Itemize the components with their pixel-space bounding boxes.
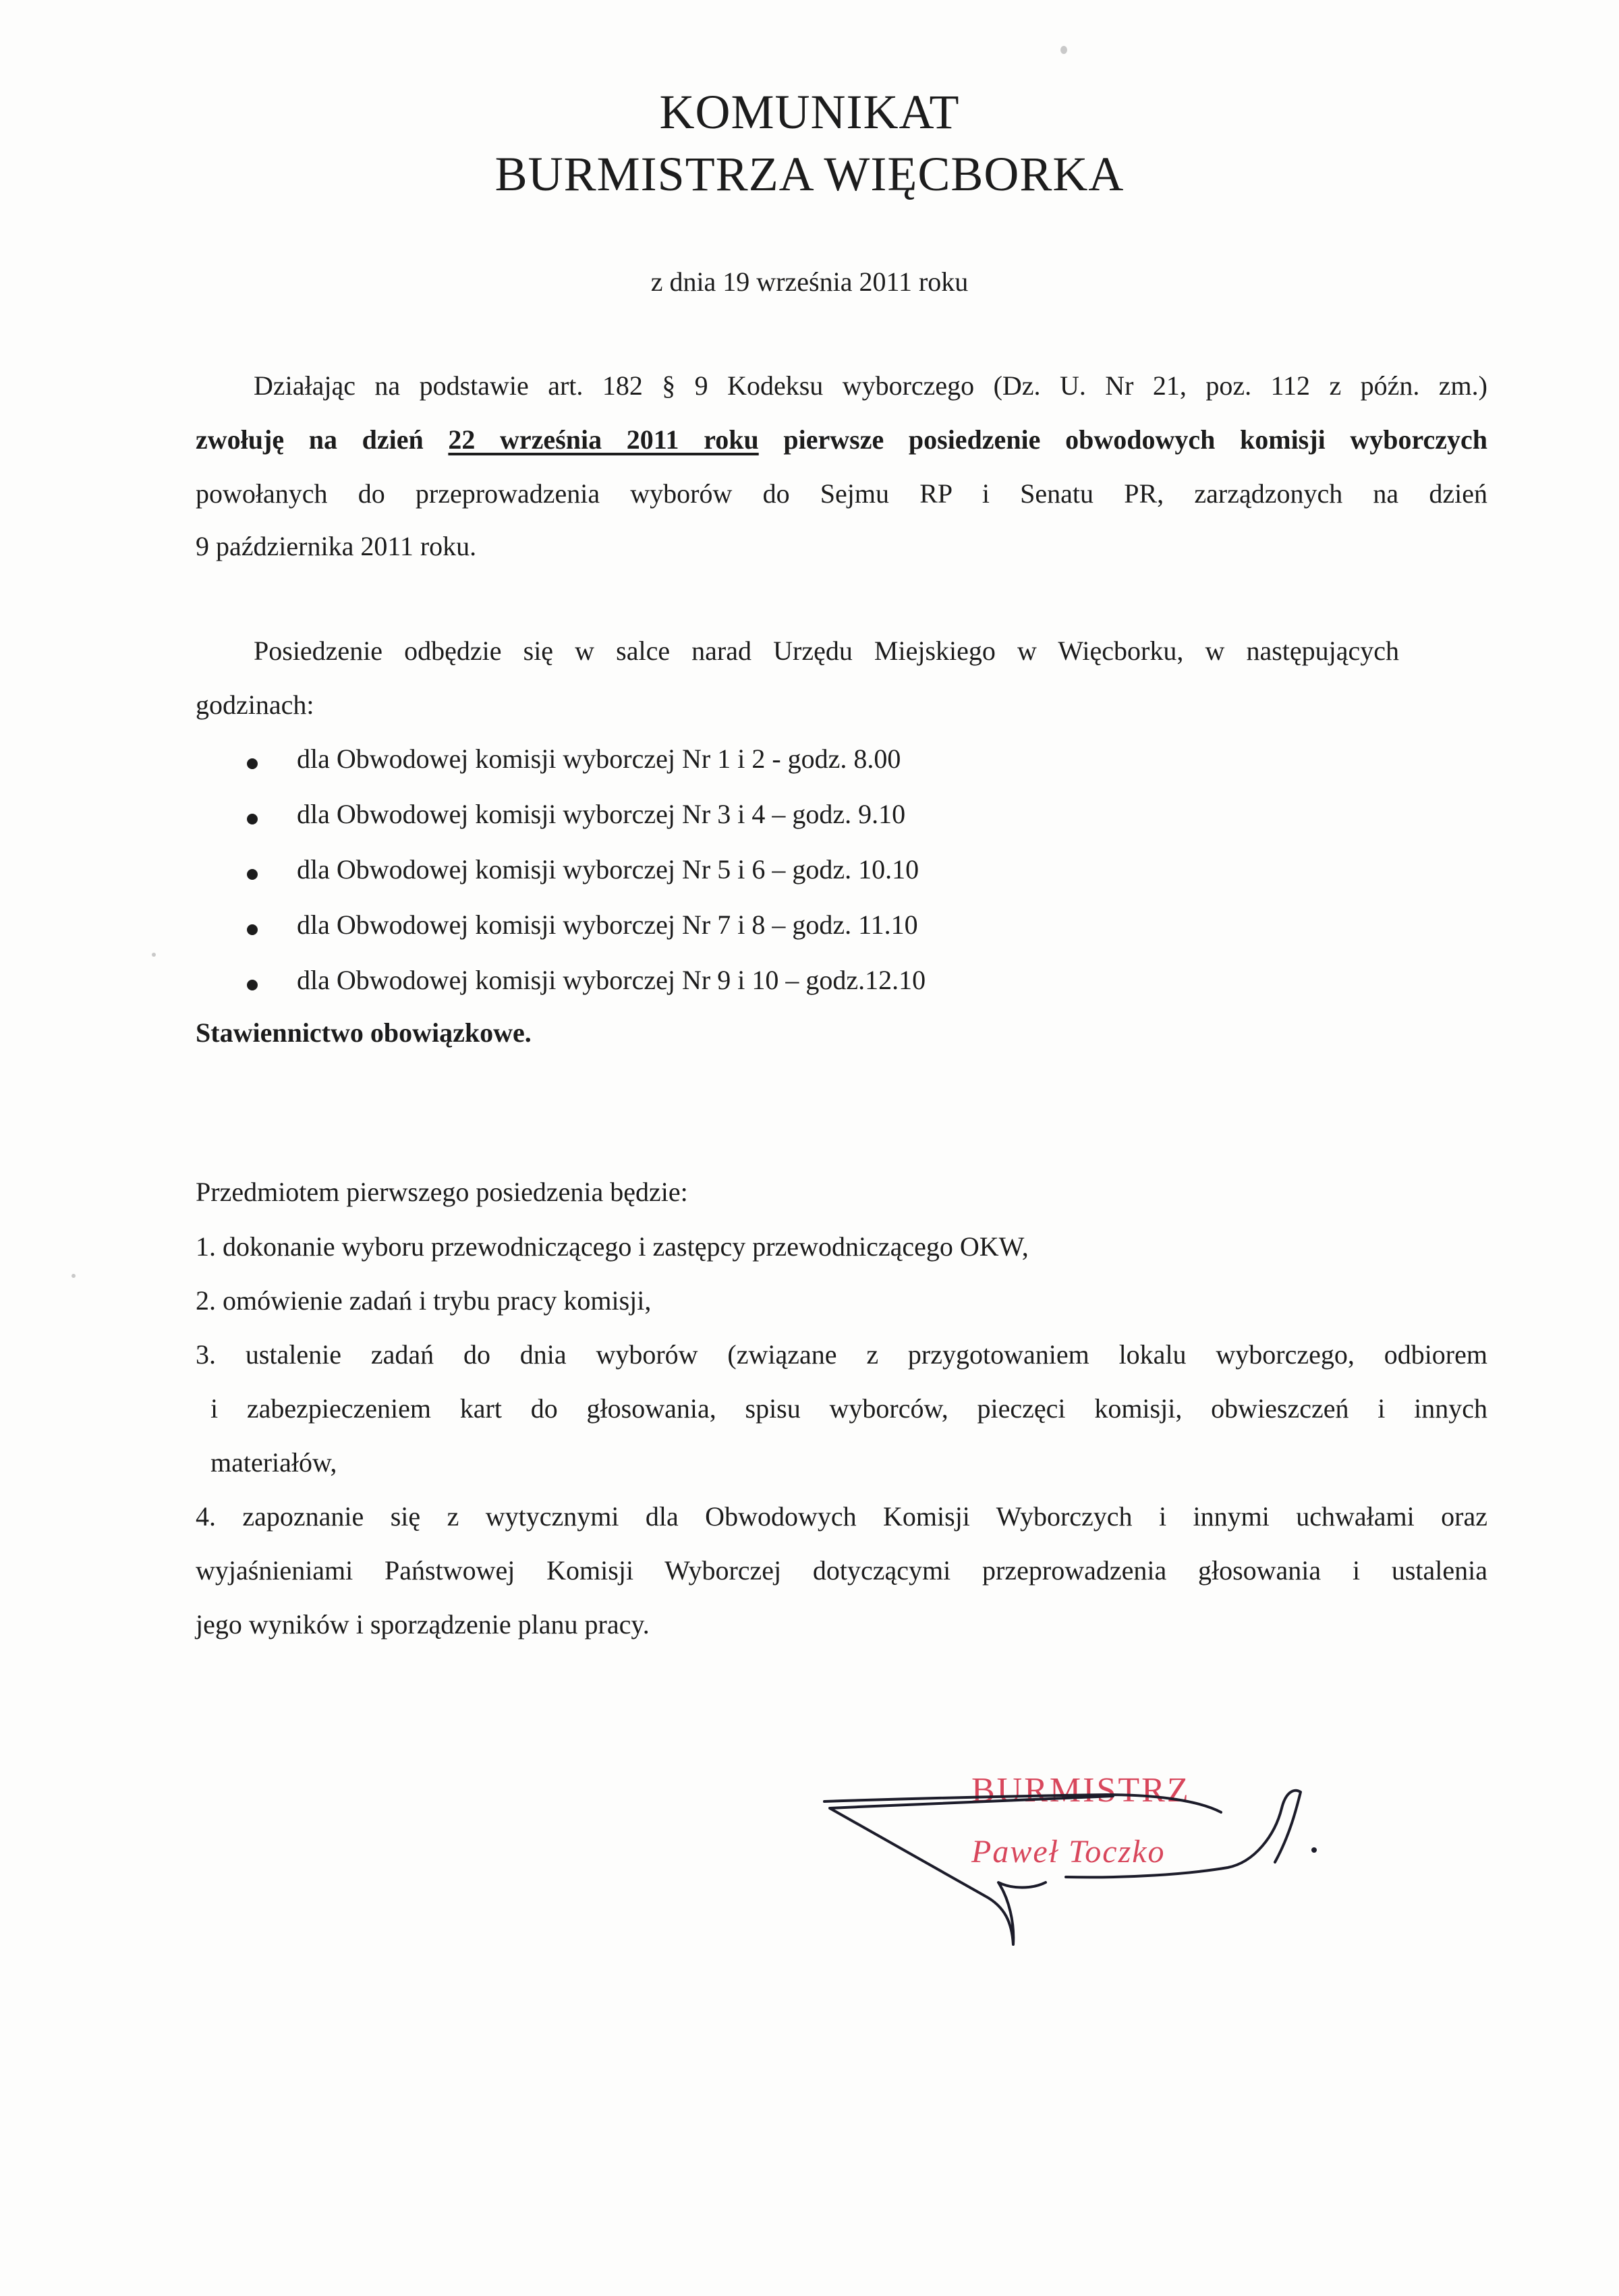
meeting-date: 22 września 2011 roku <box>448 424 759 455</box>
scan-speck <box>72 1274 76 1278</box>
agenda-heading: Przedmiotem pierwszego posiedzenia będzie: <box>196 1177 688 1207</box>
scan-speck <box>152 953 156 957</box>
agenda-item-4-line-2: wyjaśnieniami Państwowej Komisji Wyborczej dotyczącymi przeprowadzenia głosowania i ustalenia <box>196 1555 1487 1586</box>
agenda-item-3-line-3: materiałów, <box>210 1447 337 1478</box>
agenda-item-4-line-1: 4. zapoznanie się z wytycznymi dla Obwodowych Komisji Wyborczych i innymi uchwałami oraz <box>196 1501 1487 1532</box>
signature-dot <box>1311 1847 1317 1853</box>
meeting-line-1: Posiedzenie odbędzie się w salce narad Urzędu Miejskiego w Więcborku, w następujących <box>254 636 1399 666</box>
intro-line-3: powołanych do przeprowadzenia wyborów do Sejmu RP i Senatu PR, zarządzonych na dzień <box>196 478 1487 509</box>
agenda-item-3-line-2: i zabezpieczeniem kart do głosowania, spisu wyborców, pieczęci komisji, obwieszczeń i innych <box>210 1393 1487 1424</box>
intro-line-2-end: pierwsze posiedzenie obwodowych komisji wyborczych <box>758 424 1488 455</box>
agenda-item-3-line-1: 3. ustalenie zadań do dnia wyborów (związane z przygotowaniem lokalu wyborczego, odbiorem <box>196 1339 1487 1370</box>
schedule-item: dla Obwodowej komisji wyborczej Nr 9 i 10 – godz.12.10 <box>297 965 926 995</box>
page-title: KOMUNIKAT <box>659 85 960 139</box>
bullet-icon <box>247 758 258 769</box>
schedule-item: dla Obwodowej komisji wyborczej Nr 1 i 2 - godz. 8.00 <box>297 744 901 774</box>
agenda-item-4-line-3: jego wyników i sporządzenie planu pracy. <box>196 1609 650 1640</box>
bullet-icon <box>247 869 258 880</box>
schedule-item: dla Obwodowej komisji wyborczej Nr 3 i 4 – godz. 9.10 <box>297 799 906 829</box>
stamp-title: BURMISTRZ <box>971 1771 1191 1810</box>
signature-stamp <box>810 1754 1349 1957</box>
agenda-item-1: 1. dokonanie wyboru przewodniczącego i zastępcy przewodniczącego OKW, <box>196 1231 1029 1262</box>
page-subtitle: BURMISTRZA WIĘCBORKA <box>494 147 1125 201</box>
bullet-icon <box>247 814 258 824</box>
intro-line-2 <box>196 426 1487 453</box>
intro-line-4: 9 października 2011 roku. <box>196 531 477 561</box>
bullet-icon <box>247 980 258 990</box>
document-date: z dnia 19 września 2011 roku <box>650 267 969 297</box>
agenda-item-2: 2. omówienie zadań i trybu pracy komisji, <box>196 1285 652 1316</box>
schedule-item: dla Obwodowej komisji wyborczej Nr 5 i 6 – godz. 10.10 <box>297 854 919 885</box>
schedule-item: dla Obwodowej komisji wyborczej Nr 7 i 8 – godz. 11.10 <box>297 909 918 940</box>
attendance-note: Stawiennictwo obowiązkowe. <box>196 1017 532 1048</box>
meeting-line-2: godzinach: <box>196 690 314 720</box>
intro-line-2-start: zwołuję na dzień <box>196 424 449 455</box>
intro-line-1: Działając na podstawie art. 182 § 9 Kodeksu wyborczego (Dz. U. Nr 21, poz. 112 z późn. zm.) <box>254 370 1487 401</box>
scan-speck <box>1060 46 1067 54</box>
bullet-icon <box>247 924 258 935</box>
stamp-name: Paweł Toczko <box>971 1834 1166 1870</box>
